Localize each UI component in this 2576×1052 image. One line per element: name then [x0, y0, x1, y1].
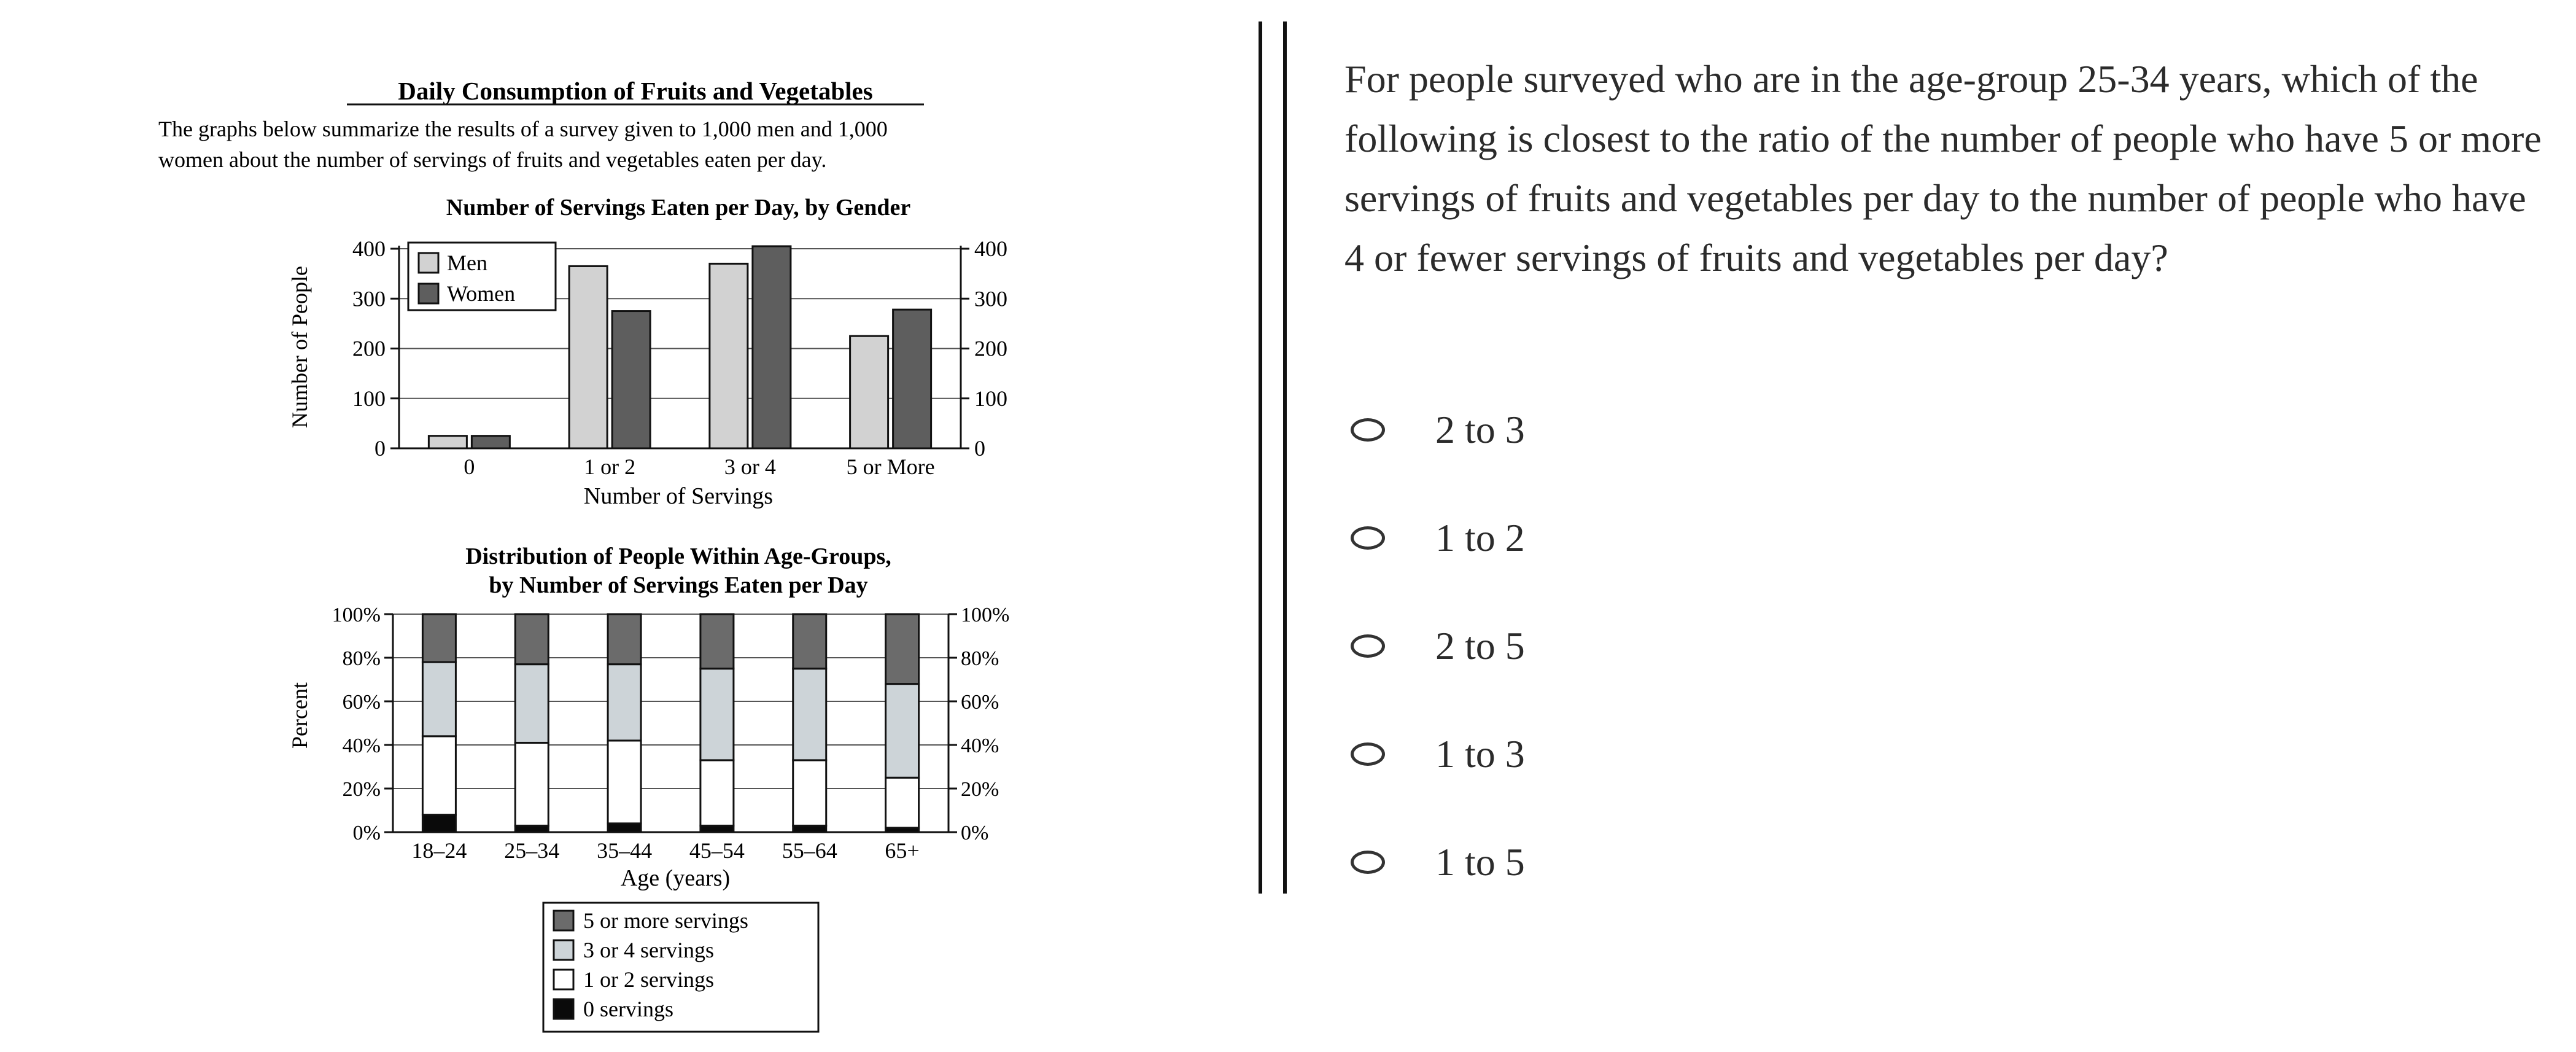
- bar-women: [753, 246, 791, 448]
- stacked-segment: [515, 664, 548, 743]
- chart1-title: Number of Servings Eaten per Day, by Gender: [446, 195, 911, 220]
- legend-label: Women: [447, 281, 516, 306]
- y-tick-label-right: 300: [974, 286, 1007, 311]
- stacked-segment: [422, 815, 456, 832]
- bar-women: [612, 311, 650, 448]
- legend-label: 0 servings: [583, 997, 673, 1021]
- divider-line-right: [1283, 21, 1287, 894]
- choice-5[interactable]: [1344, 828, 1897, 896]
- x-tick-label: 5 or More: [846, 454, 935, 479]
- stimulus-figure: [0, 0, 1222, 1049]
- legend-swatch: [554, 911, 573, 930]
- y-tick-label-right: 100: [974, 386, 1007, 411]
- y-tick-label: 80%: [342, 647, 381, 670]
- y-tick-label: 60%: [342, 691, 381, 714]
- y-tick-label: 400: [352, 236, 386, 261]
- stacked-segment: [422, 614, 456, 662]
- chart2-x-axis-label: Age (years): [620, 865, 731, 891]
- x-tick-label: 0: [464, 454, 475, 479]
- legend-label: Men: [447, 251, 487, 275]
- y-tick-label-right: 100%: [961, 604, 1010, 626]
- x-tick-label: 65+: [885, 838, 920, 863]
- choice-label: 1 to 3: [1435, 732, 1525, 776]
- stacked-segment: [608, 664, 641, 741]
- stacked-segment: [515, 614, 548, 664]
- y-tick-label-right: 60%: [961, 691, 999, 714]
- legend-label: 3 or 4 servings: [583, 938, 714, 962]
- stacked-segment: [700, 825, 734, 832]
- chart2-plot: [332, 604, 1010, 863]
- stacked-segment: [886, 614, 919, 684]
- stacked-segment: [422, 662, 456, 736]
- stacked-segment: [700, 614, 734, 669]
- bar-women: [471, 436, 510, 448]
- divider-line-left: [1259, 21, 1262, 894]
- bar-men: [710, 263, 748, 448]
- stacked-segment: [608, 741, 641, 824]
- stimulus-intro-line-2: women about the number of servings of fruits and vegetables eaten per day.: [158, 147, 827, 172]
- legend-swatch: [554, 940, 573, 960]
- chart2-title-line-1: Distribution of People Within Age-Groups,: [465, 544, 891, 569]
- radio-icon[interactable]: [1351, 634, 1385, 658]
- y-tick-label-right: 0: [974, 436, 985, 461]
- x-tick-label: 18–24: [411, 838, 467, 863]
- stacked-segment: [608, 614, 641, 664]
- stacked-segment: [793, 825, 826, 832]
- chart1-y-axis-label: Number of People: [287, 266, 312, 428]
- y-tick-label-right: 40%: [961, 734, 999, 757]
- legend-swatch: [554, 970, 573, 989]
- stacked-segment: [886, 684, 919, 778]
- legend-label: 1 or 2 servings: [583, 967, 714, 992]
- chart2-legend: [543, 903, 818, 1032]
- chart2-title-line-2: by Number of Servings Eaten per Day: [489, 572, 868, 598]
- legend-swatch: [419, 253, 438, 273]
- stacked-segment: [793, 669, 826, 760]
- stacked-segment: [793, 760, 826, 826]
- stacked-segment: [700, 669, 734, 760]
- y-tick-label-right: 20%: [961, 778, 999, 801]
- legend-swatch: [554, 999, 573, 1019]
- stacked-segment: [422, 736, 456, 815]
- y-tick-label-right: 0%: [961, 822, 989, 844]
- question-text: For people surveyed who are in the age-group 25-34 years, which of the following is closest to the ratio of the number of people who have 5 or more servings of fruits and vegetables per day to the number of people who have 4 or fewer servings of fruits and vegetables per day?: [1344, 57, 2542, 279]
- legend-label: 5 or more servings: [583, 908, 748, 933]
- y-tick-label: 40%: [342, 734, 381, 757]
- chart2-y-axis-label: Percent: [287, 682, 312, 749]
- y-tick-label: 100%: [332, 604, 381, 626]
- stacked-segment: [793, 614, 826, 669]
- x-tick-label: 35–44: [597, 838, 653, 863]
- choice-3[interactable]: [1344, 612, 1897, 680]
- stimulus-intro-line-1: The graphs below summarize the results of a survey given to 1,000 men and 1,000: [158, 117, 888, 141]
- y-tick-label: 0%: [352, 822, 381, 844]
- chart1-x-axis-label: Number of Servings: [583, 483, 774, 509]
- choice-label: 2 to 3: [1435, 408, 1525, 451]
- x-tick-label: 25–34: [504, 838, 560, 863]
- legend-swatch: [419, 284, 438, 303]
- stacked-segment: [608, 824, 641, 832]
- y-tick-label: 300: [352, 286, 386, 311]
- radio-icon[interactable]: [1351, 742, 1385, 766]
- stacked-segment: [515, 825, 548, 832]
- y-tick-label: 100: [352, 386, 386, 411]
- choice-label: 1 to 2: [1435, 516, 1525, 559]
- stimulus-title: Daily Consumption of Fruits and Vegetables: [398, 77, 873, 105]
- bar-men: [569, 266, 607, 448]
- x-tick-label: 3 or 4: [724, 454, 776, 479]
- choice-label: 1 to 5: [1435, 840, 1525, 884]
- choice-2[interactable]: [1344, 504, 1897, 572]
- stacked-segment: [515, 742, 548, 825]
- choice-4[interactable]: [1344, 720, 1897, 788]
- radio-icon[interactable]: [1351, 851, 1385, 874]
- bar-men: [850, 336, 888, 448]
- y-tick-label: 20%: [342, 778, 381, 801]
- stacked-segment: [886, 777, 919, 828]
- x-tick-label: 1 or 2: [584, 454, 636, 479]
- x-tick-label: 45–54: [689, 838, 745, 863]
- radio-icon[interactable]: [1351, 526, 1385, 550]
- chart1-legend: [408, 243, 556, 310]
- question-panel: [1344, 49, 2542, 884]
- radio-icon[interactable]: [1351, 418, 1385, 442]
- y-tick-label: 200: [352, 336, 386, 361]
- bar-women: [893, 310, 931, 448]
- y-tick-label-right: 200: [974, 336, 1007, 361]
- y-tick-label-right: 400: [974, 236, 1007, 261]
- x-tick-label: 55–64: [782, 838, 837, 863]
- y-tick-label: 0: [374, 436, 386, 461]
- chart1-plot: [352, 236, 1007, 479]
- choice-label: 2 to 5: [1435, 624, 1525, 668]
- choice-1[interactable]: [1344, 396, 1897, 464]
- bar-men: [429, 436, 467, 448]
- stimulus-panel: [0, 0, 1222, 1049]
- stacked-segment: [700, 760, 734, 826]
- y-tick-label-right: 80%: [961, 647, 999, 670]
